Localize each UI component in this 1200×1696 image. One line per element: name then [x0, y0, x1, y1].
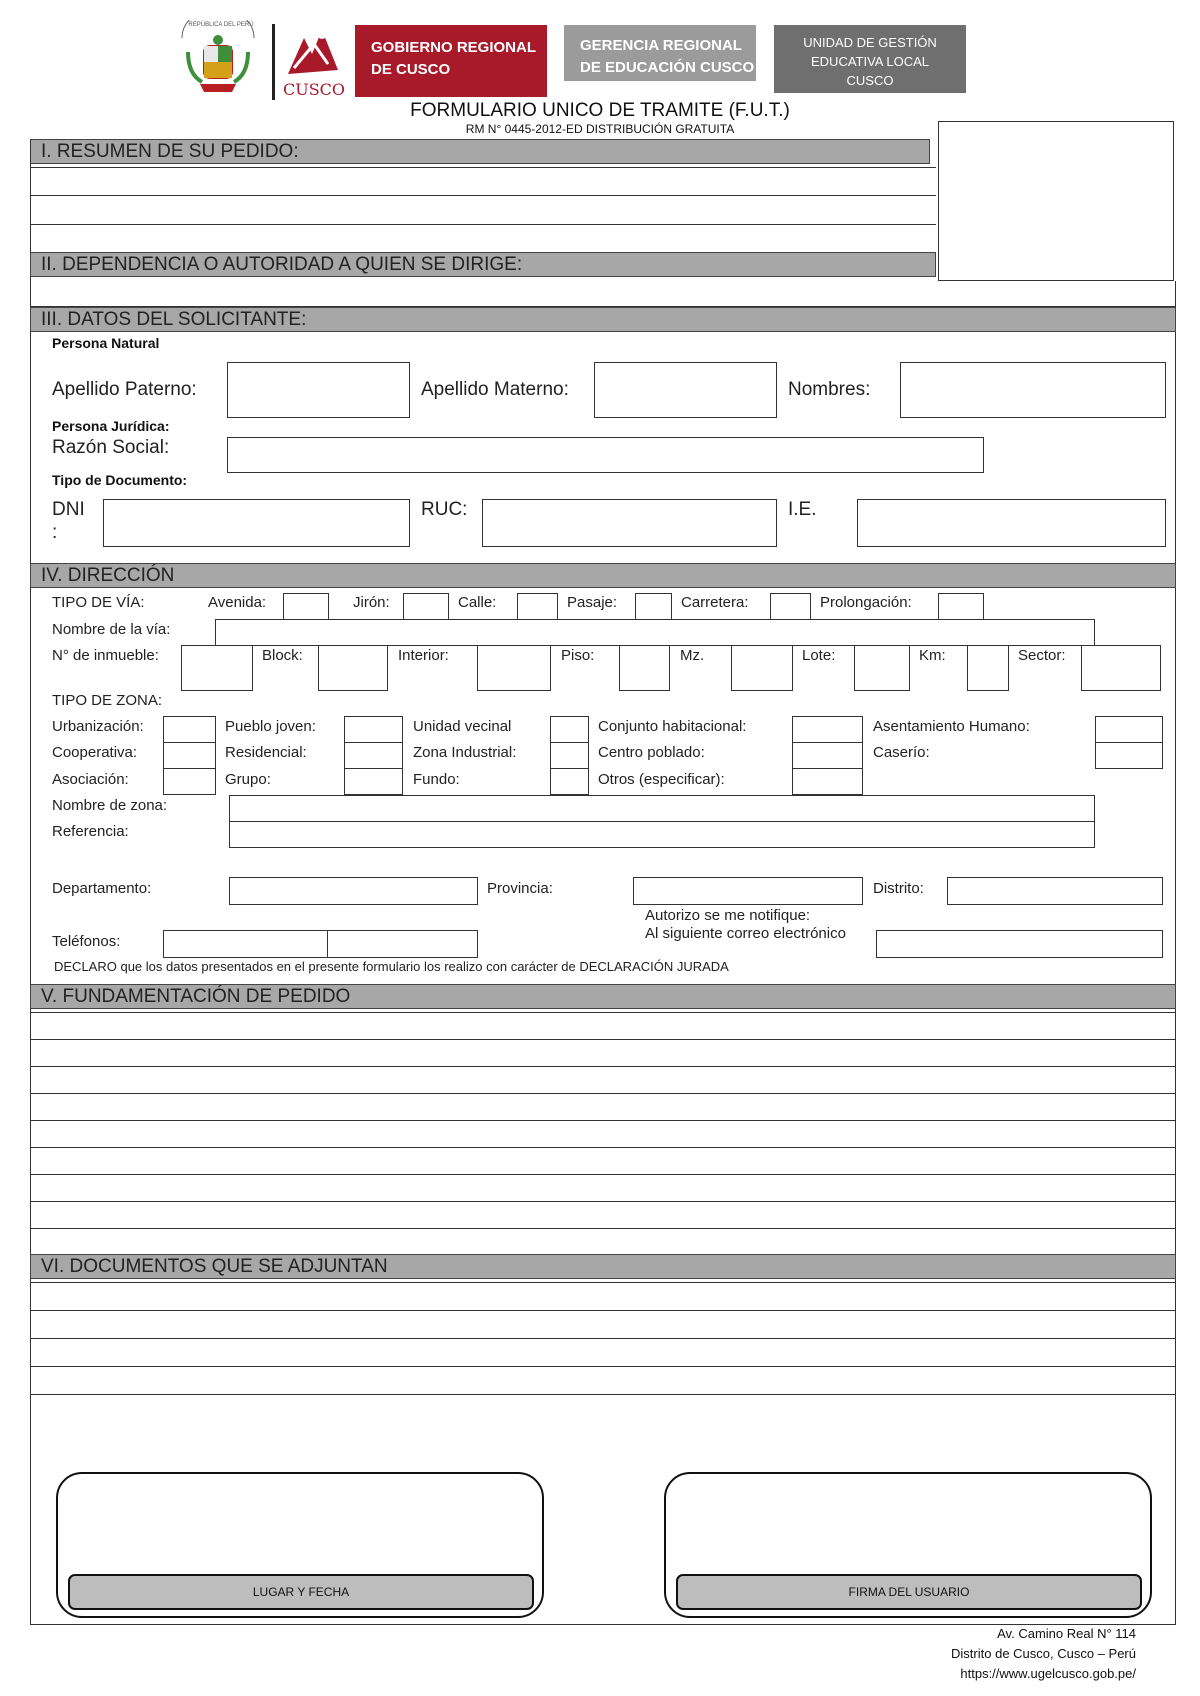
asociacion-label: Asociación: — [52, 771, 129, 788]
pasaje-label: Pasaje: — [567, 594, 618, 611]
tipo-via-label: TIPO DE VÍA: — [52, 594, 145, 611]
logo-divider — [272, 24, 275, 100]
km-field[interactable] — [967, 645, 1009, 691]
interior-field[interactable] — [477, 645, 551, 691]
residencial-label: Residencial: — [225, 744, 307, 761]
section-direccion-header: IV. DIRECCIÓN — [30, 563, 1176, 588]
jiron-checkbox[interactable] — [403, 593, 449, 620]
referencia-label: Referencia: — [52, 823, 129, 840]
fundamentacion-line-8[interactable] — [30, 1201, 1176, 1202]
prolongacion-checkbox[interactable] — [938, 593, 984, 620]
documentos-line-2[interactable] — [30, 1310, 1176, 1311]
form-subtitle: RM N° 0445-2012-ED DISTRIBUCIÓN GRATUITA — [465, 122, 735, 136]
fundamentacion-line-3[interactable] — [30, 1066, 1176, 1067]
form-bottom-border — [30, 1624, 1176, 1625]
calle-checkbox[interactable] — [517, 593, 558, 620]
lugar-fecha-label: LUGAR Y FECHA — [68, 1574, 534, 1610]
centro-poblado-checkbox[interactable] — [792, 742, 863, 769]
nombre-via-field[interactable] — [215, 619, 1095, 646]
urbanizacion-label: Urbanización: — [52, 718, 144, 735]
autorizo-notificacion-label: Autorizo se me notifique: — [645, 907, 811, 924]
peru-coat-of-arms-icon — [172, 20, 264, 100]
caserio-label: Caserío: — [873, 744, 930, 761]
cusco-logo-text: CUSCO — [282, 80, 346, 99]
fundo-label: Fundo: — [413, 771, 460, 788]
prolongacion-label: Prolongación: — [820, 594, 912, 611]
otros-field[interactable] — [792, 768, 863, 795]
distrito-label: Distrito: — [873, 880, 924, 897]
pasaje-checkbox[interactable] — [635, 593, 672, 620]
residencial-checkbox[interactable] — [344, 742, 403, 769]
block-field[interactable] — [318, 645, 388, 691]
section-fundamentacion-header: V. FUNDAMENTACIÓN DE PEDIDO — [30, 984, 1176, 1009]
tipo-documento-label: Tipo de Documento: — [52, 472, 188, 488]
resumen-line-3[interactable] — [30, 224, 936, 225]
resumen-line-2[interactable] — [30, 195, 936, 196]
footer-address: Av. Camino Real N° 114 — [997, 1626, 1136, 1641]
n-inmueble-label: N° de inmueble: — [52, 647, 159, 664]
form-left-border — [30, 139, 31, 1625]
pueblo-joven-label: Pueblo joven: — [225, 718, 316, 735]
apellido-materno-field[interactable] — [594, 362, 777, 418]
avenida-label: Avenida: — [208, 594, 267, 611]
km-label: Km: — [919, 647, 946, 664]
sector-label: Sector: — [1018, 647, 1066, 664]
razon-social-label: Razón Social: — [52, 437, 170, 458]
section-documentos-header: VI. DOCUMENTOS QUE SE ADJUNTAN — [30, 1254, 1176, 1279]
ruc-field[interactable] — [482, 499, 777, 547]
conjunto-habitacional-checkbox[interactable] — [792, 716, 863, 743]
mz-label: Mz. — [680, 647, 705, 664]
nombre-via-label: Nombre de la vía: — [52, 621, 171, 638]
declaracion-jurada-text: DECLARO que los datos presentados en el presente formulario los realizo con carácter de DECLARACIÓN JURADA — [54, 959, 729, 974]
crest-caption: REPÚBLICA DEL PERÚ — [188, 22, 254, 28]
documentos-line-1[interactable] — [30, 1282, 1176, 1283]
asociacion-checkbox[interactable] — [163, 768, 216, 795]
fundamentacion-line-4[interactable] — [30, 1093, 1176, 1094]
resumen-line-1[interactable] — [30, 167, 936, 168]
sector-field[interactable] — [1081, 645, 1161, 691]
piso-label: Piso: — [561, 647, 595, 664]
zona-industrial-label: Zona Industrial: — [413, 744, 517, 761]
cusco-logo-icon — [284, 24, 342, 80]
grupo-checkbox[interactable] — [344, 768, 403, 795]
documentos-line-4[interactable] — [30, 1366, 1176, 1367]
block-label: Block: — [262, 647, 303, 664]
ie-label: I.E. — [788, 499, 817, 520]
centro-poblado-label: Centro poblado: — [598, 744, 705, 761]
apellido-paterno-field[interactable] — [227, 362, 410, 418]
ruc-label: RUC: — [421, 499, 468, 520]
avenida-checkbox[interactable] — [283, 593, 329, 620]
correo-electronico-field[interactable] — [876, 930, 1163, 958]
ugel-logo: UNIDAD DE GESTIÓN EDUCATIVA LOCAL CUSCO — [774, 25, 966, 93]
provincia-label: Provincia: — [487, 880, 553, 897]
section-dependencia-header: II. DEPENDENCIA O AUTORIDAD A QUIEN SE DIRIGE: — [30, 252, 936, 277]
correo-electronico-label: Al siguiente correo electrónico — [645, 925, 846, 942]
persona-natural-label: Persona Natural — [52, 335, 160, 351]
firma-usuario-label: FIRMA DEL USUARIO — [676, 1574, 1142, 1610]
fundamentacion-line-6[interactable] — [30, 1147, 1176, 1148]
apellido-paterno-label: Apellido Paterno: — [52, 379, 197, 400]
fundamentacion-line-7[interactable] — [30, 1174, 1176, 1175]
nombres-field[interactable] — [900, 362, 1166, 418]
dni-colon: : — [52, 522, 58, 543]
unidad-vecinal-label: Unidad vecinal — [413, 718, 512, 735]
fundamentacion-line-9[interactable] — [30, 1228, 1176, 1229]
departamento-field[interactable] — [229, 877, 478, 905]
ie-field[interactable] — [857, 499, 1166, 547]
stamp-box — [938, 121, 1174, 281]
pueblo-joven-checkbox[interactable] — [344, 716, 403, 743]
conjunto-habitacional-label: Conjunto habitacional: — [598, 718, 747, 735]
nombres-label: Nombres: — [788, 379, 871, 400]
nombre-zona-label: Nombre de zona: — [52, 797, 168, 814]
form-right-border — [1175, 281, 1176, 1625]
footer-district: Distrito de Cusco, Cusco – Perú — [951, 1646, 1136, 1661]
unidad-vecinal-checkbox[interactable] — [550, 716, 589, 743]
form-title: FORMULARIO UNICO DE TRAMITE (F.U.T.) — [410, 100, 790, 121]
telefono-1-field[interactable] — [163, 930, 328, 958]
piso-field[interactable] — [619, 645, 670, 691]
dni-label: DNI — [52, 499, 85, 520]
razon-social-field[interactable] — [227, 437, 984, 473]
grupo-label: Grupo: — [225, 771, 271, 788]
urbanizacion-checkbox[interactable] — [163, 716, 216, 743]
fundamentacion-line-5[interactable] — [30, 1120, 1176, 1121]
mz-field[interactable] — [731, 645, 793, 691]
telefono-2-field[interactable] — [327, 930, 478, 958]
fundamentacion-line-1[interactable] — [30, 1012, 1176, 1013]
dni-field[interactable] — [103, 499, 410, 547]
otros-label: Otros (especificar): — [598, 771, 725, 788]
gobierno-regional-logo: GOBIERNO REGIONAL DE CUSCO — [355, 25, 547, 97]
asentamiento-humano-label: Asentamiento Humano: — [873, 718, 1030, 735]
footer-url[interactable]: https://www.ugelcusco.gob.pe/ — [960, 1666, 1136, 1681]
zona-industrial-checkbox[interactable] — [550, 742, 589, 769]
referencia-field[interactable] — [229, 821, 1095, 848]
departamento-label: Departamento: — [52, 880, 152, 897]
persona-juridica-label: Persona Jurídica: — [52, 418, 170, 434]
documentos-line-3[interactable] — [30, 1338, 1176, 1339]
caserio-checkbox[interactable] — [1095, 742, 1163, 769]
gerencia-regional-logo: GERENCIA REGIONAL DE EDUCACIÓN CUSCO — [564, 25, 756, 81]
lote-field[interactable] — [854, 645, 910, 691]
jiron-label: Jirón: — [353, 594, 390, 611]
lote-label: Lote: — [802, 647, 836, 664]
fundamentacion-line-2[interactable] — [30, 1039, 1176, 1040]
provincia-field[interactable] — [633, 877, 863, 905]
n-inmueble-field[interactable] — [181, 645, 253, 691]
section-resumen-header: I. RESUMEN DE SU PEDIDO: — [30, 139, 930, 164]
calle-label: Calle: — [458, 594, 497, 611]
distrito-field[interactable] — [947, 877, 1163, 905]
cooperativa-checkbox[interactable] — [163, 742, 216, 769]
apellido-materno-label: Apellido Materno: — [421, 379, 569, 400]
asentamiento-humano-checkbox[interactable] — [1095, 716, 1163, 743]
fundo-checkbox[interactable] — [550, 768, 589, 795]
interior-label: Interior: — [398, 647, 449, 664]
cooperativa-label: Cooperativa: — [52, 744, 138, 761]
tipo-zona-label: TIPO DE ZONA: — [52, 692, 163, 709]
carretera-checkbox[interactable] — [770, 593, 811, 620]
section-solicitante-header: III. DATOS DEL SOLICITANTE: — [30, 307, 1176, 332]
telefonos-label: Teléfonos: — [52, 933, 121, 950]
documentos-line-5[interactable] — [30, 1394, 1176, 1395]
carretera-label: Carretera: — [681, 594, 749, 611]
nombre-zona-field[interactable] — [229, 795, 1095, 822]
